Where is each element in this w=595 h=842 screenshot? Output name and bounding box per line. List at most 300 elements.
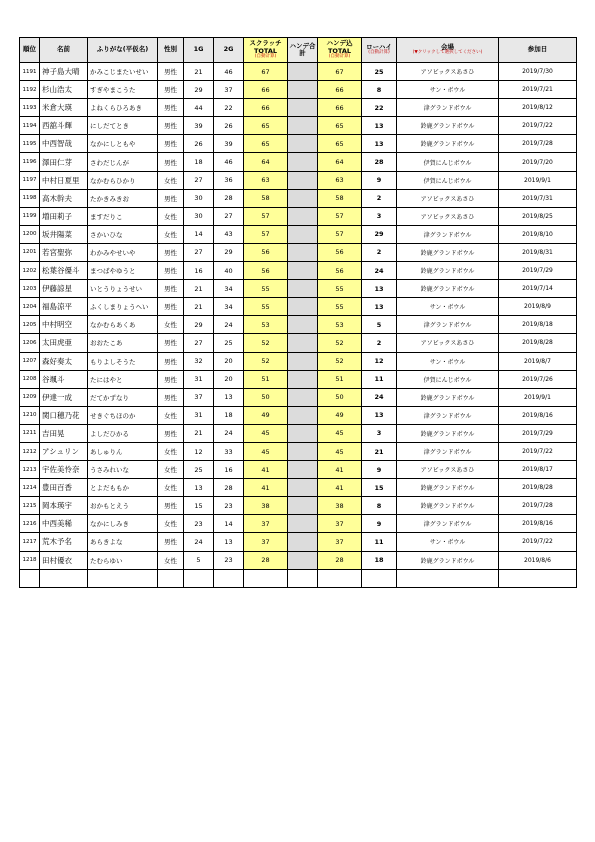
game2-cell[interactable]: 23 [214,497,244,515]
date-cell[interactable]: 2019/7/30 [499,63,577,81]
kana-cell[interactable]: だてかずなり [88,388,158,406]
scratch-total-cell: 58 [244,189,288,207]
scratch-total-cell: 52 [244,334,288,352]
sex-cell[interactable]: 男性 [158,280,184,298]
name-cell[interactable]: 田村優衣 [40,551,88,569]
handicap-cell[interactable] [288,225,318,243]
kana-cell[interactable]: もりよしそうた [88,352,158,370]
rank-cell: 1195 [20,135,40,153]
venue-cell[interactable]: 鈴鹿グランドボウル [397,479,499,497]
game1-cell[interactable]: 25 [184,461,214,479]
venue-cell[interactable]: 鈴鹿グランドボウル [397,280,499,298]
date-cell[interactable]: 2019/8/10 [499,225,577,243]
game2-cell[interactable]: 39 [214,135,244,153]
kana-cell[interactable]: あしゅりん [88,442,158,460]
blank-cell[interactable] [288,569,318,587]
game1-cell[interactable]: 27 [184,243,214,261]
rank-cell: 1205 [20,316,40,334]
handicap-cell[interactable] [288,262,318,280]
rank-cell: 1211 [20,424,40,442]
game2-cell[interactable]: 23 [214,551,244,569]
game1-cell[interactable]: 15 [184,497,214,515]
name-cell[interactable]: 伊達一成 [40,388,88,406]
handicap-total-cell: 57 [318,225,362,243]
rank-cell: 1207 [20,352,40,370]
handicap-cell[interactable] [288,479,318,497]
date-cell[interactable]: 2019/7/28 [499,497,577,515]
kana-cell[interactable]: なかむらひかり [88,171,158,189]
game1-cell[interactable]: 37 [184,388,214,406]
sex-cell[interactable]: 女性 [158,406,184,424]
game2-cell[interactable]: 24 [214,424,244,442]
lowhigh-cell: 9 [362,461,397,479]
venue-cell[interactable]: 鈴鹿グランドボウル [397,388,499,406]
kana-cell[interactable]: せきぐちほのか [88,406,158,424]
sex-cell[interactable]: 男性 [158,189,184,207]
name-cell[interactable]: 吉田晃 [40,424,88,442]
game2-cell[interactable]: 13 [214,388,244,406]
date-cell[interactable]: 2019/8/6 [499,551,577,569]
header-lowhigh [362,38,397,63]
game2-cell[interactable]: 33 [214,442,244,460]
table-row [20,81,577,99]
game1-cell[interactable]: 30 [184,207,214,225]
rank-cell: 1204 [20,298,40,316]
lowhigh-cell: 18 [362,551,397,569]
game2-cell[interactable]: 26 [214,117,244,135]
handicap-total-cell: 65 [318,135,362,153]
date-cell[interactable]: 2019/7/29 [499,424,577,442]
date-cell[interactable]: 2019/8/17 [499,461,577,479]
date-cell[interactable]: 2019/8/12 [499,99,577,117]
sex-cell[interactable]: 男性 [158,370,184,388]
game2-cell[interactable]: 29 [214,243,244,261]
name-cell[interactable]: 中西智哉 [40,135,88,153]
game2-cell[interactable]: 34 [214,280,244,298]
header-handicap-total-label: ハンデ込TOTAL [326,39,353,55]
game1-cell[interactable]: 5 [184,551,214,569]
game1-cell[interactable]: 14 [184,225,214,243]
handicap-cell[interactable] [288,171,318,189]
handicap-total-cell: 66 [318,81,362,99]
rank-cell: 1199 [20,207,40,225]
handicap-cell[interactable] [288,63,318,81]
venue-cell[interactable]: 鈴鹿グランドボウル [397,135,499,153]
handicap-cell[interactable] [288,388,318,406]
game2-cell[interactable]: 16 [214,461,244,479]
kana-cell[interactable]: とよだももか [88,479,158,497]
kana-cell[interactable]: ふくしまりょうへい [88,298,158,316]
sex-cell[interactable]: 女性 [158,551,184,569]
sex-cell[interactable]: 女性 [158,207,184,225]
rank-cell: 1191 [20,63,40,81]
date-cell[interactable]: 2019/7/22 [499,442,577,460]
name-cell[interactable]: 米倉大瑛 [40,99,88,117]
table-row [20,515,577,533]
kana-cell[interactable]: なかむらあくあ [88,316,158,334]
scratch-total-cell: 65 [244,135,288,153]
lowhigh-cell: 13 [362,406,397,424]
game2-cell[interactable]: 34 [214,298,244,316]
game1-cell[interactable]: 24 [184,533,214,551]
date-cell[interactable]: 2019/7/20 [499,153,577,171]
sex-cell[interactable]: 女性 [158,442,184,460]
sex-cell[interactable]: 男性 [158,63,184,81]
game1-cell[interactable]: 39 [184,117,214,135]
game2-cell[interactable]: 46 [214,153,244,171]
game2-cell[interactable]: 18 [214,406,244,424]
game2-cell[interactable]: 40 [214,262,244,280]
header-lowhigh-note: (自動計算) [368,50,390,56]
kana-cell[interactable]: わかみやせいや [88,243,158,261]
handicap-cell[interactable] [288,352,318,370]
venue-cell[interactable]: 津グランドボウル [397,316,499,334]
handicap-cell[interactable] [288,298,318,316]
venue-cell[interactable]: 鈴鹿グランドボウル [397,497,499,515]
venue-cell[interactable]: サン・ボウル [397,298,499,316]
lowhigh-cell: 2 [362,189,397,207]
scratch-total-cell: 57 [244,207,288,225]
date-cell[interactable]: 2019/7/29 [499,262,577,280]
handicap-cell[interactable] [288,334,318,352]
handicap-cell[interactable] [288,117,318,135]
handicap-cell[interactable] [288,243,318,261]
game1-cell[interactable]: 16 [184,262,214,280]
handicap-cell[interactable] [288,153,318,171]
name-cell[interactable]: 谷颯斗 [40,370,88,388]
game1-cell[interactable]: 21 [184,298,214,316]
name-cell[interactable]: 福島涼平 [40,298,88,316]
kana-cell[interactable]: いとうりょうせい [88,280,158,298]
date-cell[interactable]: 2019/9/1 [499,388,577,406]
kana-cell[interactable]: なかにしみき [88,515,158,533]
name-cell[interactable]: 森好奏太 [40,352,88,370]
venue-cell[interactable]: 鈴鹿グランドボウル [397,262,499,280]
game2-cell[interactable]: 28 [214,189,244,207]
handicap-cell[interactable] [288,533,318,551]
date-cell[interactable]: 2019/8/25 [499,207,577,225]
scratch-total-cell: 45 [244,424,288,442]
game1-cell[interactable]: 21 [184,63,214,81]
blank-cell[interactable] [499,569,577,587]
handicap-cell[interactable] [288,515,318,533]
game2-cell[interactable]: 20 [214,370,244,388]
kana-cell[interactable]: たにはやと [88,370,158,388]
kana-cell[interactable]: よしだひかる [88,424,158,442]
name-cell[interactable]: 中村日夏里 [40,171,88,189]
blank-cell[interactable] [244,569,288,587]
name-cell[interactable]: 関口穂乃花 [40,406,88,424]
rank-cell: 1198 [20,189,40,207]
venue-cell[interactable]: 津グランドボウル [397,99,499,117]
handicap-cell[interactable] [288,424,318,442]
blank-cell[interactable] [184,569,214,587]
game2-cell[interactable]: 14 [214,515,244,533]
venue-cell[interactable]: 鈴鹿グランドボウル [397,117,499,135]
game1-cell[interactable]: 30 [184,189,214,207]
date-cell[interactable]: 2019/7/22 [499,117,577,135]
date-cell[interactable]: 2019/8/16 [499,515,577,533]
name-cell[interactable]: 神子島大晴 [40,63,88,81]
sex-cell[interactable]: 男性 [158,117,184,135]
handicap-cell[interactable] [288,316,318,334]
name-cell[interactable]: 豊田百香 [40,479,88,497]
scratch-total-cell: 41 [244,461,288,479]
rank-cell: 1218 [20,551,40,569]
blank-cell[interactable] [318,569,362,587]
handicap-cell[interactable] [288,461,318,479]
rank-cell: 1216 [20,515,40,533]
header-scratch-label: スクラッチTOTAL [249,39,282,55]
game1-cell[interactable]: 31 [184,406,214,424]
table-row [20,153,577,171]
kana-cell[interactable]: ますだりこ [88,207,158,225]
lowhigh-cell: 13 [362,298,397,316]
scratch-total-cell: 28 [244,551,288,569]
handicap-total-cell: 56 [318,262,362,280]
venue-cell[interactable]: サン・ボウル [397,81,499,99]
handicap-total-cell: 55 [318,280,362,298]
scratch-total-cell: 50 [244,388,288,406]
game1-cell[interactable]: 32 [184,352,214,370]
game2-cell[interactable]: 37 [214,81,244,99]
kana-cell[interactable]: すぎやまこうた [88,81,158,99]
name-cell[interactable]: 宇佐美怜奈 [40,461,88,479]
date-cell[interactable]: 2019/8/16 [499,406,577,424]
date-cell[interactable]: 2019/7/31 [499,189,577,207]
lowhigh-cell: 9 [362,515,397,533]
kana-cell[interactable]: あらきよな [88,533,158,551]
handicap-cell[interactable] [288,280,318,298]
game1-cell[interactable]: 29 [184,81,214,99]
name-cell[interactable]: 荒木予名 [40,533,88,551]
table-row [20,225,577,243]
sex-cell[interactable]: 男性 [158,352,184,370]
rank-cell: 1197 [20,171,40,189]
game1-cell[interactable]: 21 [184,424,214,442]
venue-cell[interactable]: 伊賀にんじボウル [397,370,499,388]
blank-cell[interactable] [40,569,88,587]
kana-cell[interactable]: なかにしともや [88,135,158,153]
game1-cell[interactable]: 31 [184,370,214,388]
game1-cell[interactable]: 13 [184,479,214,497]
lowhigh-cell: 2 [362,334,397,352]
sex-cell[interactable]: 女性 [158,479,184,497]
sex-cell[interactable]: 女性 [158,171,184,189]
game2-cell[interactable]: 46 [214,63,244,81]
lowhigh-cell: 8 [362,497,397,515]
game1-cell[interactable]: 27 [184,171,214,189]
kana-cell[interactable]: おおたこあ [88,334,158,352]
game2-cell[interactable]: 22 [214,99,244,117]
venue-cell[interactable]: サン・ボウル [397,533,499,551]
handicap-cell[interactable] [288,99,318,117]
game1-cell[interactable]: 21 [184,280,214,298]
header-venue-label: 会場 [441,42,454,51]
kana-cell[interactable]: まつばやゆうと [88,262,158,280]
name-cell[interactable]: 澤田仁芽 [40,153,88,171]
game1-cell[interactable]: 44 [184,99,214,117]
game1-cell[interactable]: 23 [184,515,214,533]
handicap-cell[interactable] [288,81,318,99]
handicap-cell[interactable] [288,442,318,460]
rank-cell: 1194 [20,117,40,135]
venue-cell[interactable]: 鈴鹿グランドボウル [397,243,499,261]
date-cell[interactable]: 2019/7/21 [499,81,577,99]
sex-cell[interactable]: 男性 [158,298,184,316]
lowhigh-cell: 25 [362,63,397,81]
venue-cell[interactable]: アソビックスあさひ [397,207,499,225]
venue-cell[interactable]: 津グランドボウル [397,442,499,460]
handicap-cell[interactable] [288,189,318,207]
sex-cell[interactable]: 男性 [158,81,184,99]
name-cell[interactable]: 太田虎亜 [40,334,88,352]
date-cell[interactable]: 2019/7/26 [499,370,577,388]
name-cell[interactable]: 杉山浩太 [40,81,88,99]
venue-cell[interactable]: 津グランドボウル [397,225,499,243]
table-row [20,207,577,225]
handicap-cell[interactable] [288,135,318,153]
name-cell[interactable]: 増田莉子 [40,207,88,225]
date-cell[interactable]: 2019/9/1 [499,171,577,189]
handicap-cell[interactable] [288,406,318,424]
name-cell[interactable]: 中西美稀 [40,515,88,533]
name-cell[interactable]: アシュリン [40,442,88,460]
venue-cell[interactable]: 津グランドボウル [397,406,499,424]
handicap-cell[interactable] [288,551,318,569]
blank-cell[interactable] [214,569,244,587]
name-cell[interactable]: 高木幹夫 [40,189,88,207]
sex-cell[interactable]: 男性 [158,388,184,406]
blank-cell[interactable] [362,569,397,587]
sex-cell[interactable]: 男性 [158,497,184,515]
sex-cell[interactable]: 男性 [158,99,184,117]
blank-cell[interactable] [20,569,40,587]
name-cell[interactable]: 伊藤諒星 [40,280,88,298]
date-cell[interactable]: 2019/7/22 [499,533,577,551]
sex-cell[interactable]: 男性 [158,153,184,171]
name-cell[interactable]: 中村明空 [40,316,88,334]
sex-cell[interactable]: 男性 [158,533,184,551]
sex-cell[interactable]: 女性 [158,225,184,243]
rank-cell: 1215 [20,497,40,515]
sex-cell[interactable]: 女性 [158,316,184,334]
blank-cell[interactable] [88,569,158,587]
header-kana: ふりがな(平仮名) [88,38,158,63]
sex-cell[interactable]: 男性 [158,135,184,153]
venue-cell[interactable]: 伊賀にんじボウル [397,153,499,171]
table-row [20,551,577,569]
date-cell[interactable]: 2019/7/14 [499,280,577,298]
name-cell[interactable]: 岡本瑛宇 [40,497,88,515]
rank-cell: 1200 [20,225,40,243]
game2-cell[interactable]: 24 [214,316,244,334]
kana-cell[interactable]: さかいひな [88,225,158,243]
blank-cell[interactable] [397,569,499,587]
game1-cell[interactable]: 12 [184,442,214,460]
sex-cell[interactable]: 男性 [158,262,184,280]
handicap-total-cell: 51 [318,370,362,388]
name-cell[interactable]: 坂井陽菜 [40,225,88,243]
venue-cell[interactable]: アソビックスあさひ [397,461,499,479]
name-cell[interactable]: 西舘斗輝 [40,117,88,135]
date-cell[interactable]: 2019/8/28 [499,334,577,352]
game1-cell[interactable]: 18 [184,153,214,171]
header-row [20,38,577,63]
game2-cell[interactable]: 36 [214,171,244,189]
rank-cell: 1193 [20,99,40,117]
lowhigh-cell: 24 [362,388,397,406]
date-cell[interactable]: 2019/8/7 [499,352,577,370]
scratch-total-cell: 64 [244,153,288,171]
venue-cell[interactable]: 鈴鹿グランドボウル [397,551,499,569]
kana-cell[interactable]: うさみれいな [88,461,158,479]
date-cell[interactable]: 2019/8/9 [499,298,577,316]
game2-cell[interactable]: 27 [214,207,244,225]
date-cell[interactable]: 2019/8/31 [499,243,577,261]
venue-cell[interactable]: 鈴鹿グランドボウル [397,424,499,442]
venue-cell[interactable]: サン・ボウル [397,352,499,370]
name-cell[interactable]: 松葉谷優斗 [40,262,88,280]
blank-cell[interactable] [158,569,184,587]
game2-cell[interactable]: 28 [214,479,244,497]
handicap-cell[interactable] [288,497,318,515]
lowhigh-cell: 13 [362,135,397,153]
table-row [20,479,577,497]
table-row [20,461,577,479]
venue-cell[interactable]: 伊賀にんじボウル [397,171,499,189]
venue-cell[interactable]: アソビックスあさひ [397,63,499,81]
game1-cell[interactable]: 29 [184,316,214,334]
sex-cell[interactable]: 女性 [158,515,184,533]
game1-cell[interactable]: 26 [184,135,214,153]
handicap-total-cell: 45 [318,424,362,442]
game2-cell[interactable]: 25 [214,334,244,352]
handicap-cell[interactable] [288,207,318,225]
kana-cell[interactable]: さわだじんが [88,153,158,171]
sex-cell[interactable]: 男性 [158,424,184,442]
kana-cell[interactable]: よねくらひろあき [88,99,158,117]
sex-cell[interactable]: 女性 [158,461,184,479]
lowhigh-cell: 29 [362,225,397,243]
handicap-total-cell: 56 [318,243,362,261]
handicap-cell[interactable] [288,370,318,388]
table-row [20,298,577,316]
kana-cell[interactable]: たむらゆい [88,551,158,569]
game1-cell[interactable]: 27 [184,334,214,352]
date-cell[interactable]: 2019/7/28 [499,135,577,153]
table-row [20,388,577,406]
game2-cell[interactable]: 20 [214,352,244,370]
date-cell[interactable]: 2019/8/18 [499,316,577,334]
venue-cell[interactable]: 津グランドボウル [397,515,499,533]
lowhigh-cell: 21 [362,442,397,460]
header-handicap-label: ハンデ合計 [289,41,316,57]
game2-cell[interactable]: 43 [214,225,244,243]
kana-cell[interactable]: かみこじまたいせい [88,63,158,81]
venue-cell[interactable]: アソビックスあさひ [397,189,499,207]
venue-cell[interactable]: アソビックスあさひ [397,334,499,352]
kana-cell[interactable]: にしだてとき [88,117,158,135]
sex-cell[interactable]: 男性 [158,334,184,352]
game2-cell[interactable]: 13 [214,533,244,551]
kana-cell[interactable]: たかきみきお [88,189,158,207]
table-row [20,497,577,515]
sex-cell[interactable]: 男性 [158,243,184,261]
kana-cell[interactable]: おかもとえう [88,497,158,515]
date-cell[interactable]: 2019/8/28 [499,479,577,497]
name-cell[interactable]: 若宮聖弥 [40,243,88,261]
